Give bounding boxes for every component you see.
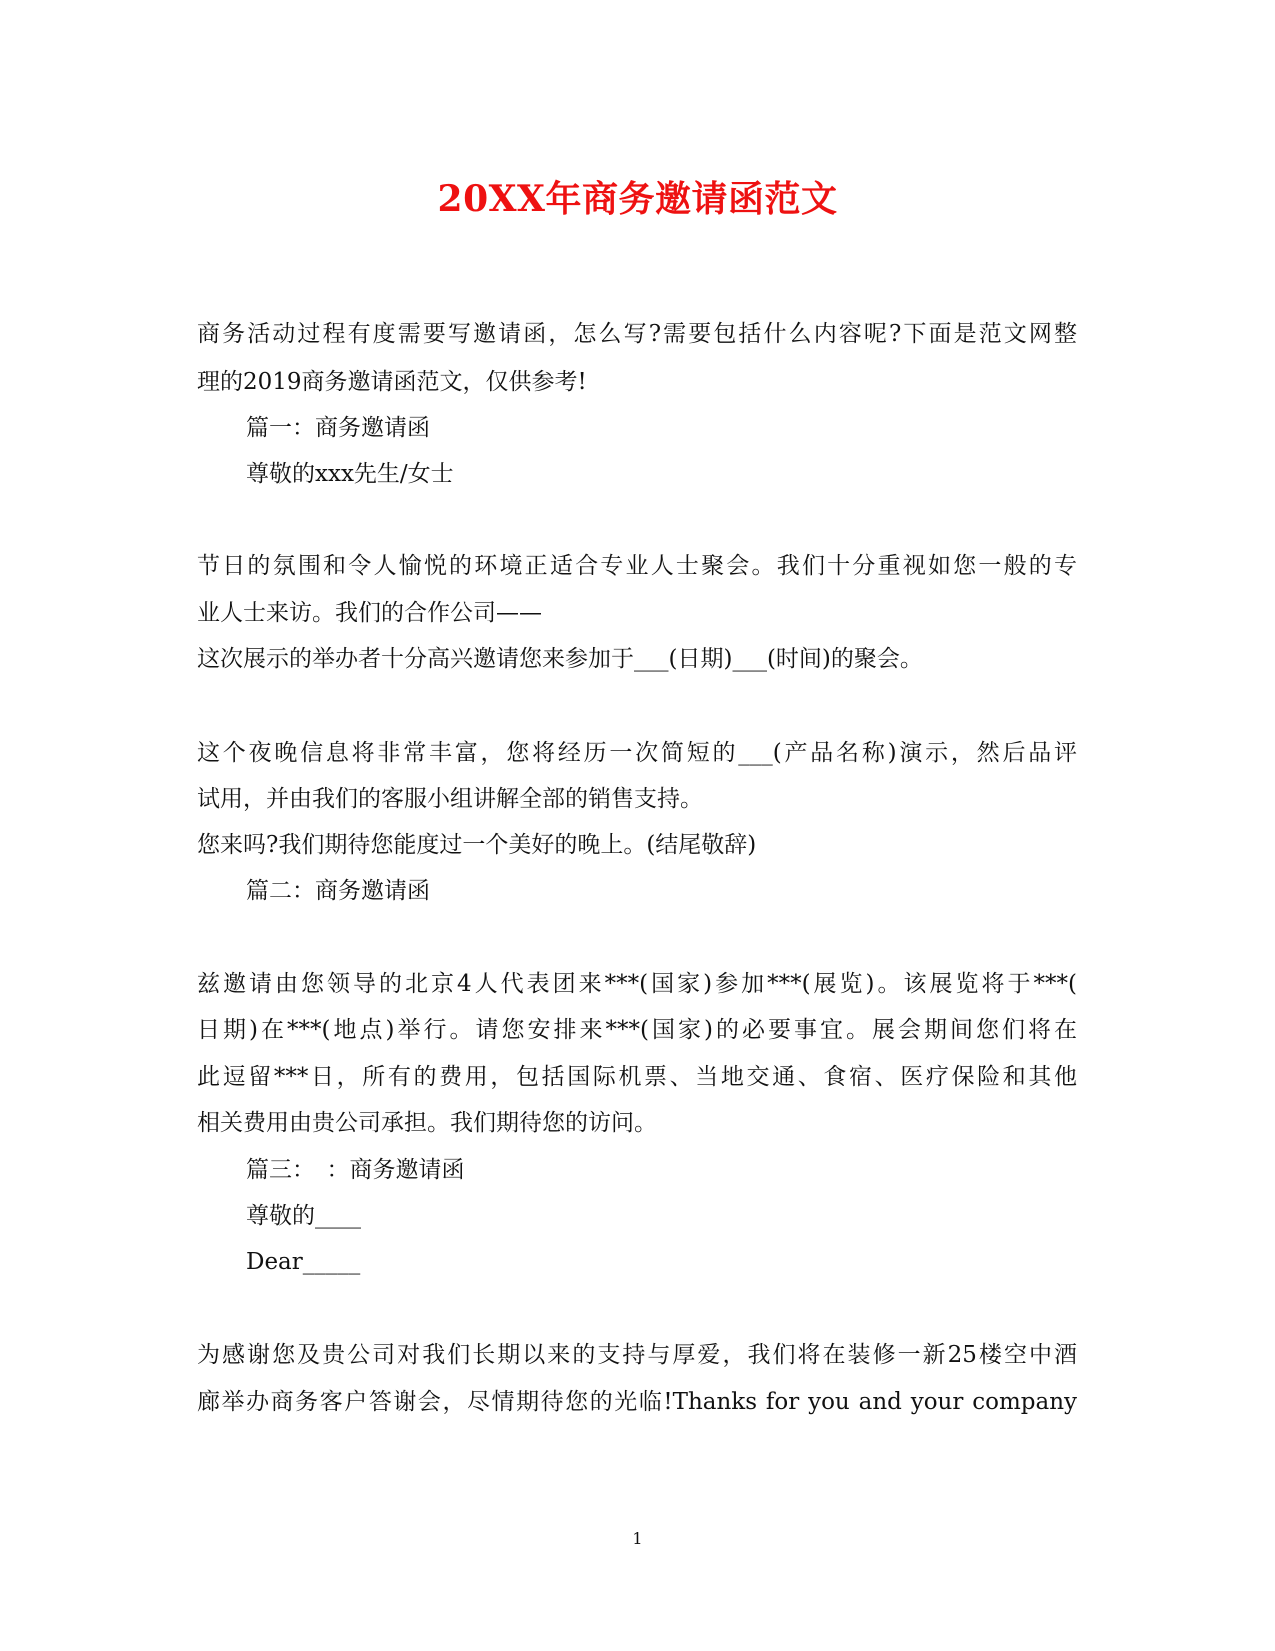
paragraph-line: 相关费用由贵公司承担。我们期待您的访问。 (197, 1110, 657, 1136)
document-title: 20XX年商务邀请函范文 (437, 178, 838, 220)
paragraph-line: 为感谢您及贵公司对我们长期以来的支持与厚爱，我们将在装修一新25楼空中酒 (197, 1342, 1077, 1368)
section-heading: 篇三： ：商务邀请函 (246, 1157, 465, 1183)
salutation: 尊敬的xxx先生/女士 (246, 461, 454, 487)
paragraph-line: 日期)在***(地点)举行。请您安排来***(国家)的必要事宜。展会期间您们将在 (197, 1017, 1077, 1043)
paragraph-line: 这个夜晚信息将非常丰富，您将经历一次简短的___(产品名称)演示，然后品评 (197, 740, 1077, 766)
section-heading: 篇二：商务邀请函 (246, 878, 430, 904)
paragraph-line: 此逗留***日，所有的费用，包括国际机票、当地交通、食宿、医疗保险和其他 (197, 1064, 1077, 1090)
paragraph-line: 商务活动过程有度需要写邀请函，怎么写?需要包括什么内容呢?下面是范文网整 (197, 321, 1077, 347)
paragraph-line: 节日的氛围和令人愉悦的环境正适合专业人士聚会。我们十分重视如您一般的专 (197, 553, 1077, 579)
section-heading: 篇一：商务邀请函 (246, 415, 430, 441)
paragraph-line: 业人士来访。我们的合作公司—— (197, 600, 542, 626)
page-number: 1 (632, 1529, 643, 1548)
salutation: 尊敬的____ (246, 1203, 361, 1229)
paragraph-line: 兹邀请由您领导的北京4人代表团来***(国家)参加***(展览)。该展览将于***( (197, 971, 1077, 997)
paragraph-line: 廊举办商务客户答谢会，尽情期待您的光临!Thanks for you and your company (197, 1389, 1077, 1415)
paragraph-line: 您来吗?我们期待您能度过一个美好的晚上。(结尾敬辞) (197, 832, 757, 858)
paragraph-line: 理的2019商务邀请函范文，仅供参考! (197, 369, 587, 395)
paragraph-line: 试用，并由我们的客服小组讲解全部的销售支持。 (197, 786, 703, 812)
salutation-english: Dear_____ (246, 1249, 361, 1275)
paragraph-line: 这次展示的举办者十分高兴邀请您来参加于___(日期)___(时间)的聚会。 (197, 646, 923, 672)
